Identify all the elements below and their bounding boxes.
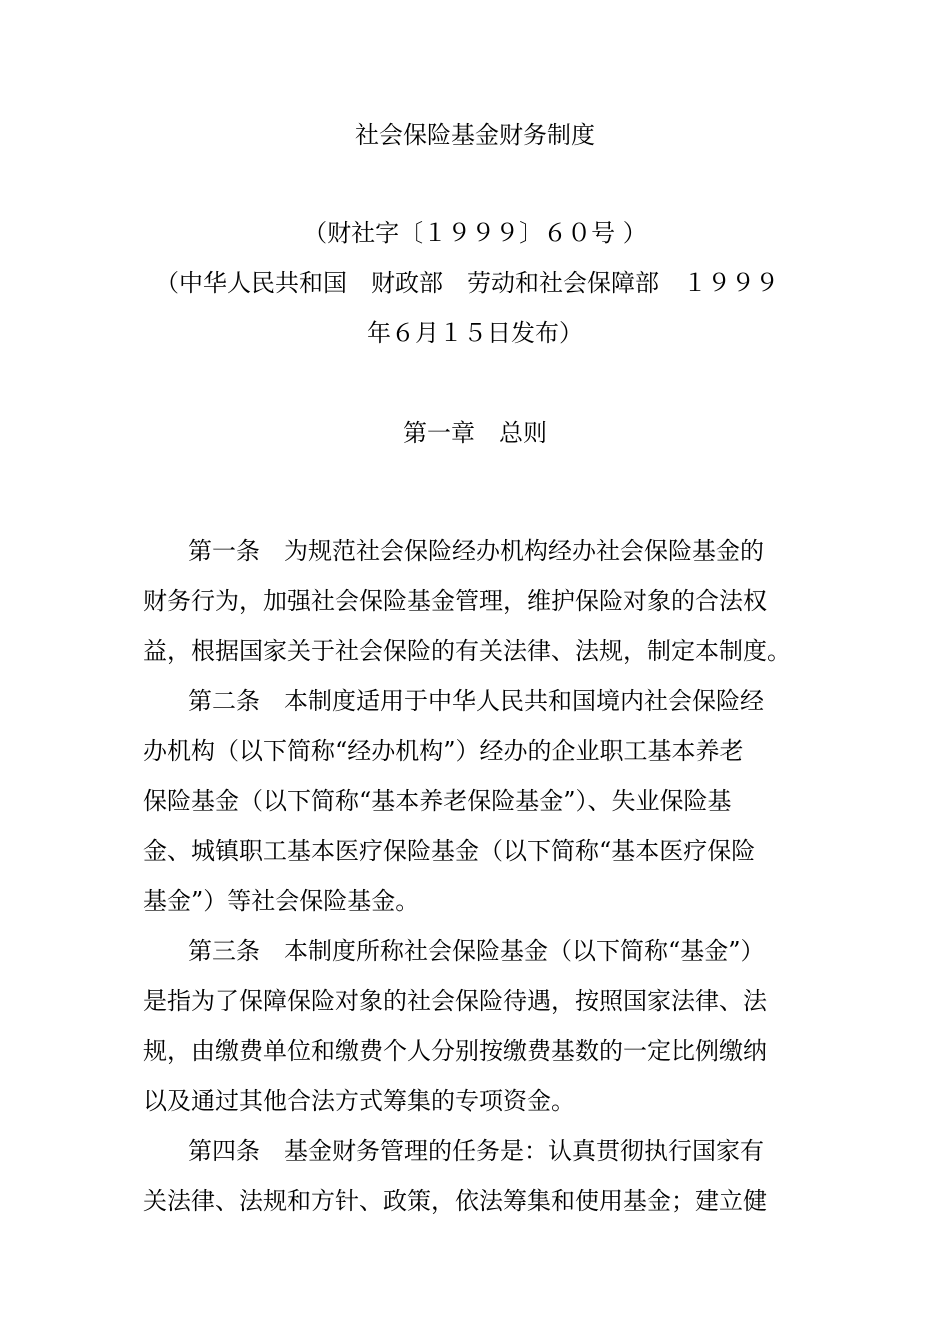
- article-3-line-2: 是指为了保障保险对象的社会保险待遇，按照国家法律、法: [143, 987, 767, 1015]
- article-1-line-2: 财务行为，加强社会保险基金管理，维护保险对象的合法权: [143, 587, 767, 615]
- article-4-line-1: 第四条 基金财务管理的任务是：认真贯彻执行国家有: [188, 1137, 764, 1165]
- article-3-line-1: 第三条 本制度所称社会保险基金（以下简称“基金”）: [188, 937, 765, 965]
- article-3-line-3: 规，由缴费单位和缴费个人分别按缴费基数的一定比例缴纳: [143, 1037, 767, 1065]
- article-2-line-5: 基金”）等社会保险基金。: [143, 887, 420, 915]
- article-3-line-4: 以及通过其他合法方式筹集的专项资金。: [143, 1087, 575, 1115]
- article-2-line-4: 金、城镇职工基本医疗保险基金（以下简称“基本医疗保险: [143, 837, 756, 865]
- issuer-line-1: （中华人民共和国 财政部 劳动和社会保障部 １９９９: [155, 269, 779, 297]
- article-2-line-2: 办机构（以下简称“经办机构”）经办的企业职工基本养老: [143, 737, 744, 765]
- document-number: （财社字〔１９９９〕６０号 ）: [303, 219, 647, 247]
- issuer-line-2: 年６月１５日发布）: [367, 319, 583, 347]
- article-1-line-3: 益，根据国家关于社会保险的有关法律、法规，制定本制度。: [143, 637, 791, 665]
- article-2-line-3: 保险基金（以下简称“基本养老保险基金”）、失业保险基: [143, 787, 732, 815]
- article-2-line-1: 第二条 本制度适用于中华人民共和国境内社会保险经: [188, 687, 764, 715]
- document-title: 社会保险基金财务制度: [355, 121, 595, 149]
- article-1-line-1: 第一条 为规范社会保险经办机构经办社会保险基金的: [188, 537, 764, 565]
- chapter-title: 第一章 总则: [403, 419, 547, 447]
- article-4-line-2: 关法律、法规和方针、政策，依法筹集和使用基金；建立健: [143, 1187, 767, 1215]
